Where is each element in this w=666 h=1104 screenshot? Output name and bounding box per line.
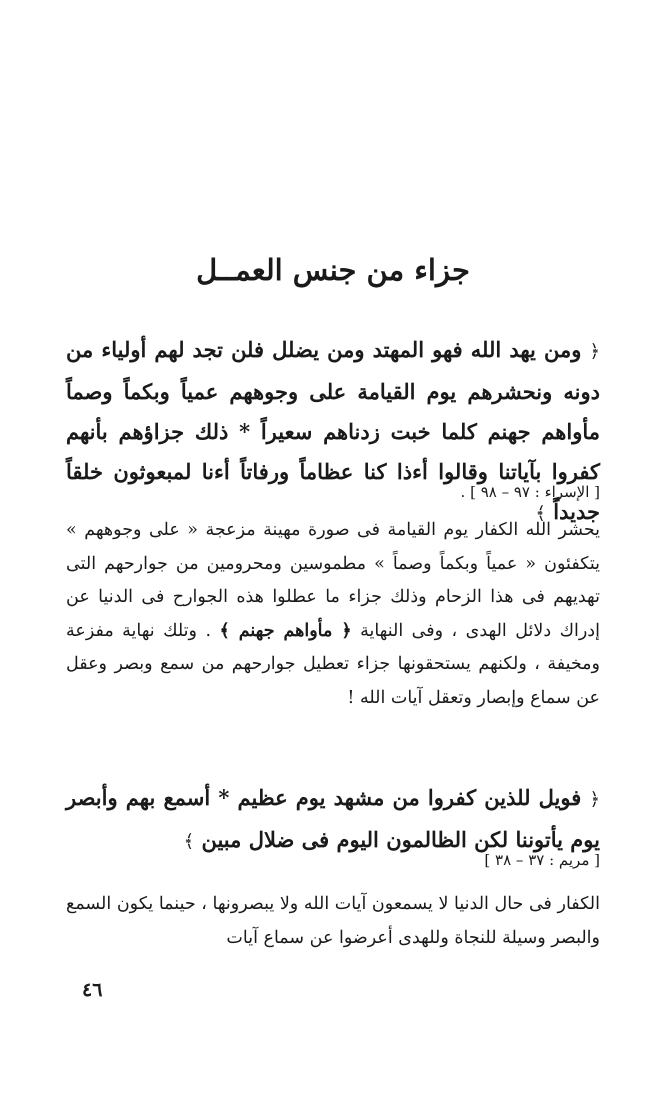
page-number: ٤٦ <box>82 979 103 1001</box>
verse-open-bracket: ﴿ <box>589 789 600 810</box>
verse-open-bracket: ﴿ <box>589 341 601 362</box>
verse-close-bracket: ﴾ <box>535 503 546 524</box>
paragraph-1-part-1: يحشر الله الكفار يوم القيامة فى صورة مهينة مزعجة « على وجوههم » يتكفئون « عمياً وبكماً وصماً » مطموسين ومحرومين من جوارحهم التى تهديهم فى هذا الزحام وذلك جزاء ما عطلوا هذه الجوارح فى الدنيا عن إدراك دلائل الهدى ، وفى النهاية <box>66 520 600 641</box>
chapter-title: جزاء من جنس العمــل <box>196 253 470 287</box>
verse-2-reference: [ مريم : ٣٧ – ٣٨ ] <box>484 851 600 869</box>
verse-1-text: ومن يهد الله فهو المهتد ومن يضلل فلن تجد لهم أولياء من دونه ونحشرهم يوم القيامة على وجوههم عمياً وبكماً وصماً مأواهم جهنم كلما خبت زدناهم سعيراً * ذلك جزاؤهم بأنهم كفروا بآياتنا وقالوا أءذا كنا عظاماً ورفاتاً أءنا لمبعوثون خلقاً جديداً <box>66 337 600 524</box>
verse-1-reference: [ الإسراء : ٩٧ – ٩٨ ] . <box>460 483 600 501</box>
commentary-paragraph-1 <box>66 514 600 715</box>
paragraph-1-part-2: . وتلك نهاية مفزعة ومخيفة ، ولكنهم يستحقونها جزاء تعطيل جوارحهم من سمع وبصر وعقل عن سماع وإبصار وتعقل آيات الله ! <box>66 620 600 708</box>
paragraph-1-quote: ﴿ مأواهم جهنم ﴾ <box>219 620 352 641</box>
verse-close-bracket: ﴾ <box>183 831 195 852</box>
commentary-paragraph-2: الكفار فى حال الدنيا لا يسمعون آيات الله ولا يبصرونها ، حينما يكون السمع والبصر وسيلة للنجاة وللهدى أعرضوا عن سماع آيات <box>66 894 600 948</box>
verse-2-text: فويل للذين كفروا من مشهد يوم عظيم * أسمع بهم وأبصر يوم يأتوننا لكن الظالمون اليوم فى ضلال مبين <box>66 785 600 852</box>
